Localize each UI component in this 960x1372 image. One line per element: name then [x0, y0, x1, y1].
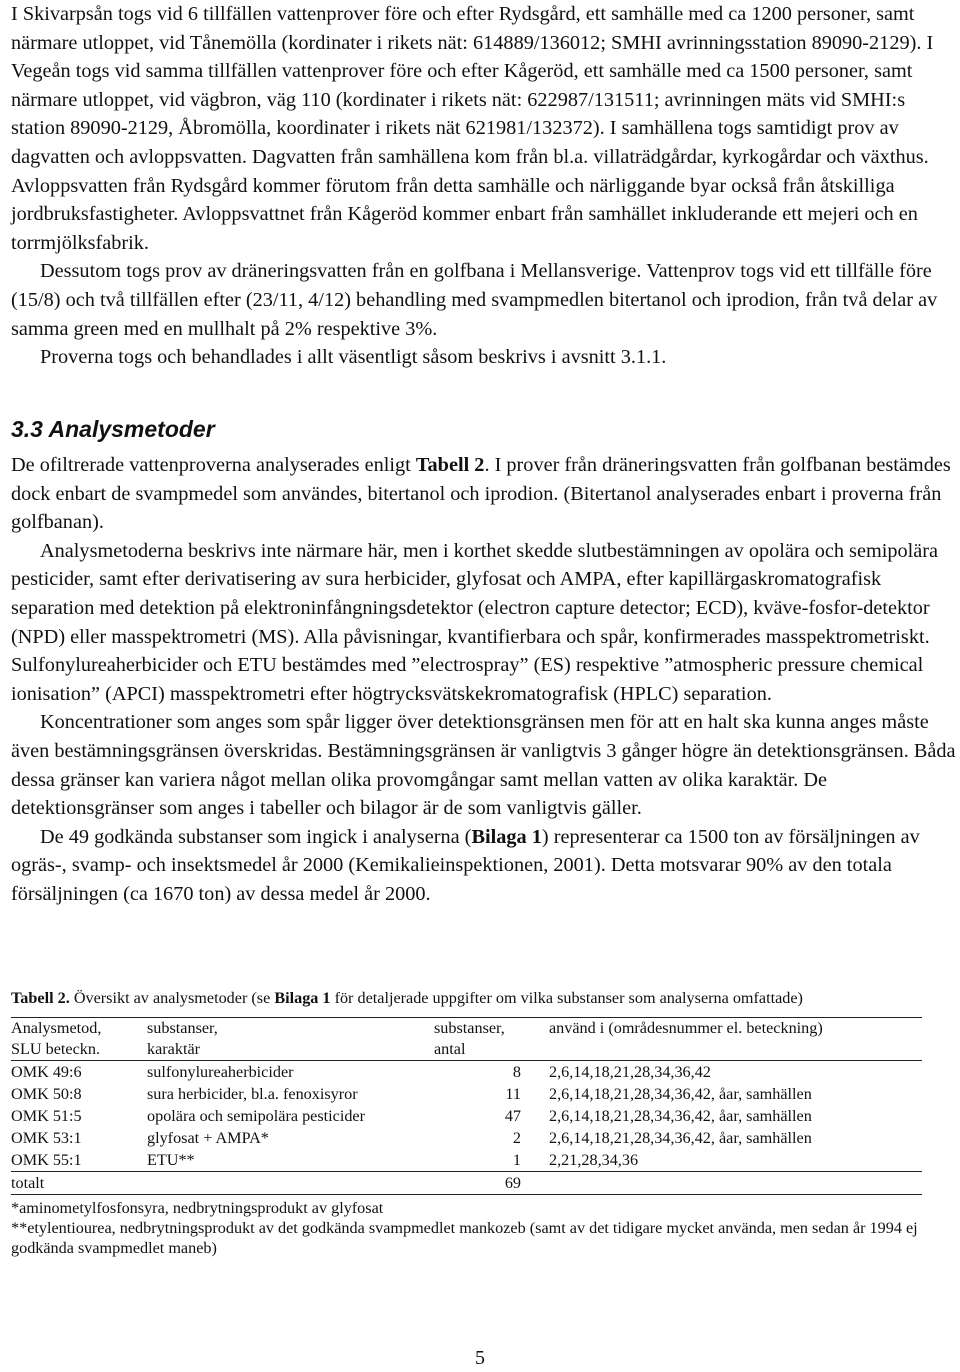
cell-method: OMK 50:8 — [11, 1085, 82, 1103]
table-row — [11, 1149, 922, 1172]
table-caption-ref: Bilaga 1 — [274, 989, 331, 1007]
cell-total-label: totalt — [11, 1174, 45, 1192]
analysis-methods-table — [11, 1017, 922, 1195]
header-method-line1: Analysmetod, — [11, 1019, 102, 1037]
cell-used-in: 2,21,28,34,36 — [549, 1151, 639, 1169]
cell-total-value: 69 — [504, 1174, 521, 1192]
cell-substance-type: sulfonylureaherbicider — [147, 1063, 294, 1081]
methods-text-after: . I prover från dräneringsvatten från golfbanan bestämdes dock enbart de svampmedel som användes, bitertanol och iprodion. (Bitertanol analyserades enbart i proverna från golfbanan). — [11, 454, 951, 534]
cell-total-empty — [549, 1172, 922, 1195]
table-header-row — [11, 1018, 922, 1061]
cell-substance-type: opolära och semipolära pesticider — [147, 1107, 365, 1125]
table-footnotes — [11, 1198, 955, 1258]
paragraph-concentrations: Koncentrationer som anges som spår ligger över detektionsgränsen men för att en halt ska kunna anges måste även bestämningsgränsen överskridas. Bestämningsgränsen är vanligtvis 3 gånger högre än detektionsgränsen. Båda dessa gränser kan variera något mellan olika provomgångar samt mellan vatten av olika karaktär. De detektionsgränser som anges i tabeller och bilagor är de som vanligtvis gäller. — [11, 711, 956, 820]
paragraph-golf-course: Dessutom togs prov av dräneringsvatten från en golfbana i Mellansverige. Vattenprov togs vid ett tillfälle före (15/8) och två tillfällen efter (23/11, 4/12) behandling med svampmedlen bitertanol och iprodion, från två delar av samma green med en mullhalt på 2% respektive 3%. — [11, 260, 938, 340]
cell-substance-count: 11 — [505, 1085, 521, 1103]
cell-method: OMK 55:1 — [11, 1151, 82, 1169]
paragraph-sample-handling: Proverna togs och behandlades i allt väsentligt såsom beskrivs i avsnitt 3.1.1. — [40, 346, 667, 369]
paragraph-analysis: Analysmetoderna beskrivs inte närmare här, men i korthet skedde slutbestämningen av opolära och semipolära pesticider, samt efter derivatisering av sura herbicider, glyfosat och AMPA, efter kapillärgaskromatografisk separation med detektion på elektroninfångningsdetektor (electron capture detector; ECD), kväve-fosfor-detektor (NPD) eller masspektrometri (MS). Alla påvisningar, kvantifierbara och spår, konfirmerades masspektrometriskt. Sulfonylureaherbicider och ETU bestämdes med ”electrospray” (ES) respektive ”atmospheric pressure chemical ionisation” (APCI) masspektrometri efter högtrycksvätskekromatografisk (HPLC) separation. — [11, 539, 939, 705]
table-2-section — [11, 988, 955, 1258]
paragraph-sampling-rivers: I Skivarpsån togs vid 6 tillfällen vattenprover före och efter Rydsgård, ett samhälle med ca 1200 personer, samt närmare utloppet, vid Tånemölla (kordinater i rikets nät: 614889/136012; SMHI avrinningsstation 89090-2129). I Vegeån togs vid samma tillfällen vattenprover före och efter Kågeröd, ett samhälle med ca 1500 personer, samt närmare utloppet, vid vägbron, väg 110 (kordinater i rikets nät: 622987/131511; avrinningen mäts vid SMHI:s station 89090-2129, Åbromölla, koordinater i rikets nät 621981/132372). I samhällena togs samtidigt prov av dagvatten och avloppsvatten. Dagvatten från samhällena kom från bl.a. villaträdgårdar, kyrkogårdar och växthus. Avloppsvatten från Rydsgård kommer förutom från detta samhälle och närliggande byar också från åtskilliga jordbruksfastigheter. Avloppsvattnet från Kågeröd kommer enbart från samhället inkluderande ett mejeri och en torrmjölksfabrik. — [11, 3, 934, 254]
table-total-row — [11, 1172, 922, 1195]
cell-substance-type: glyfosat + AMPA* — [147, 1129, 269, 1147]
table-row — [11, 1105, 922, 1127]
cell-used-in: 2,6,14,18,21,28,34,36,42, åar, samhällen — [549, 1085, 812, 1103]
table-caption-after: för detaljerade uppgifter om vilka substanser som analyserna omfattade) — [330, 989, 803, 1007]
cell-method: OMK 53:1 — [11, 1129, 82, 1147]
header-substance-type-line2: karaktär — [147, 1040, 201, 1058]
cell-total-empty — [147, 1172, 434, 1195]
header-substance-type-line1: substanser, — [147, 1019, 218, 1037]
cell-used-in: 2,6,14,18,21,28,34,36,42, åar, samhällen — [549, 1129, 812, 1147]
page-number: 5 — [475, 1347, 485, 1369]
cell-substance-count: 2 — [512, 1129, 521, 1147]
cell-substance-type: sura herbicider, bl.a. fenoxisyror — [147, 1085, 358, 1103]
table-row — [11, 1127, 922, 1149]
header-method — [11, 1018, 147, 1061]
cell-used-in: 2,6,14,18,21,28,34,36,42 — [549, 1063, 711, 1081]
table-caption — [11, 988, 955, 1008]
cell-substance-count: 8 — [512, 1063, 521, 1081]
cell-method: OMK 49:6 — [11, 1063, 82, 1081]
paragraph-methods — [11, 451, 957, 537]
substances-text-after: ) representerar ca 1500 ton av försäljningen av ogräs-, svamp- och insektsmedel år 2000 (Kemikalieinspektionen, 2001). Detta motsvarar 90% av den totala försäljningen (ca 1670 ton) av dessa medel år 2000. — [11, 825, 920, 905]
header-method-line2: SLU beteckn. — [11, 1040, 101, 1058]
header-substance-count-line2: antal — [434, 1040, 466, 1058]
table-caption-before: Översikt av analysmetoder (se — [69, 989, 275, 1007]
intro-text-block — [11, 0, 957, 372]
cell-substance-type: ETU** — [147, 1151, 195, 1169]
header-substance-count — [434, 1018, 549, 1061]
header-substance-count-line1: substanser, — [434, 1019, 505, 1037]
cell-substance-count: 1 — [512, 1151, 521, 1169]
paragraph-substances — [11, 823, 957, 909]
table-row — [11, 1061, 922, 1084]
cell-used-in: 2,6,14,18,21,28,34,36,42, åar, samhällen — [549, 1107, 812, 1125]
table-caption-label: Tabell 2. — [11, 989, 70, 1007]
header-used-in — [549, 1018, 922, 1061]
footnote-etu: **etylentiourea, nedbrytningsprodukt av det godkända svampmedlet mankozeb (samt av det tidigare mycket använda, men sedan år 1994 ej godkända svampmedlet maneb) — [11, 1219, 918, 1257]
header-used-in-line1: använd i (områdesnummer el. beteckning) — [549, 1019, 823, 1037]
substances-text-before: De 49 godkända substanser som ingick i analyserna ( — [40, 825, 472, 848]
footnote-ampa: *aminometylfosfonsyra, nedbrytningsprodukt av glyfosat — [11, 1199, 384, 1217]
cell-method: OMK 51:5 — [11, 1107, 82, 1125]
cell-substance-count: 47 — [504, 1107, 521, 1125]
header-substance-type — [147, 1018, 434, 1061]
appendix-reference: Bilaga 1 — [471, 825, 542, 848]
table-row — [11, 1083, 922, 1105]
table-reference: Tabell 2 — [415, 454, 485, 476]
methods-text-block — [11, 451, 957, 909]
methods-text-before: De ofiltrerade vattenproverna analyserades enligt — [11, 454, 416, 476]
section-heading-analysmetoder: 3.3 Analysmetoder — [11, 416, 215, 442]
